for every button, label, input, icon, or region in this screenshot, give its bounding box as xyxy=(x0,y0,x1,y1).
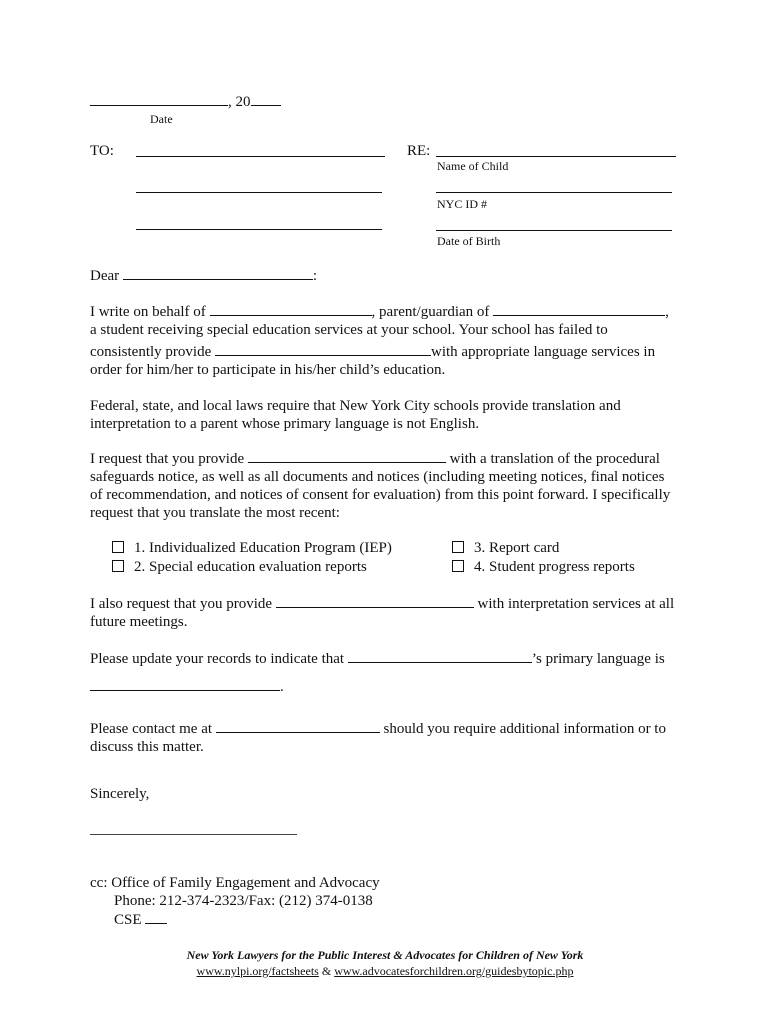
checklist-item-iep[interactable] xyxy=(112,540,392,557)
cc-cse-text: CSE xyxy=(114,912,142,928)
p1-row4: order for him/her to participate in his/her child’s education. xyxy=(90,362,446,378)
p2-row2: interpretation to a parent whose primary language is not English. xyxy=(90,416,480,432)
checkbox-iep[interactable] xyxy=(112,541,124,553)
to-line-1[interactable] xyxy=(136,156,385,157)
p4-text-b: with interpretation services at all xyxy=(477,596,675,612)
p5-text-b: ’s primary language is xyxy=(531,651,665,667)
recipient-blank[interactable] xyxy=(123,267,313,280)
checklist-label: 3. Report card xyxy=(474,540,560,556)
date-blank[interactable] xyxy=(90,93,228,106)
re-name-line[interactable] xyxy=(436,156,676,157)
p2-row1: Federal, state, and local laws require that New York City schools provide translation and xyxy=(90,398,621,414)
to-line-3[interactable] xyxy=(136,229,382,230)
dear-text: Dear xyxy=(90,268,120,284)
language-blank-3[interactable] xyxy=(276,595,474,608)
p1-text-a: I write on behalf of xyxy=(90,304,206,320)
checkbox-progress-reports[interactable] xyxy=(452,560,464,572)
name-of-child-label: Name of Child xyxy=(437,159,509,173)
p1-text-b: , parent/guardian of xyxy=(371,304,490,320)
to-line-2[interactable] xyxy=(136,192,382,193)
p5-period: . xyxy=(280,679,284,695)
primary-language-blank[interactable] xyxy=(90,678,280,691)
footer-title: New York Lawyers for the Public Interest & Advocates for Children of New York xyxy=(186,948,584,962)
p3-text-b: with a translation of the procedural xyxy=(449,451,660,467)
p6-text-a: Please contact me at xyxy=(90,721,213,737)
p3-row3: of recommendation, and notices of consent for evaluation) from this point forward. I specifically xyxy=(90,487,671,503)
nyc-id-label: NYC ID # xyxy=(437,197,487,211)
parent-name-blank-2[interactable] xyxy=(348,650,532,663)
date-line xyxy=(90,93,281,111)
paragraph-contact xyxy=(90,720,690,756)
language-blank-1[interactable] xyxy=(215,343,431,356)
year-blank[interactable] xyxy=(251,93,281,106)
checklist-item-progress-reports[interactable] xyxy=(452,559,635,576)
p4-row2: future meetings. xyxy=(90,614,188,630)
p1-text-c: , xyxy=(665,304,669,320)
checklist-item-evaluation[interactable] xyxy=(112,559,367,576)
contact-blank[interactable] xyxy=(216,720,380,733)
p3-row4: request that you translate the most recent: xyxy=(90,505,340,521)
p3-row2: safeguards notice, as well as all documents and notices (including meeting notices, final notices xyxy=(90,469,665,485)
re-dob-line[interactable] xyxy=(436,230,672,231)
child-name-blank[interactable] xyxy=(493,303,665,316)
p1-row1 xyxy=(90,303,690,321)
p3-row1 xyxy=(90,450,690,468)
p4-text-a: I also request that you provide xyxy=(90,596,273,612)
paragraph-interpretation xyxy=(90,595,690,631)
to-label: TO: xyxy=(90,143,114,159)
p5-text-a: Please update your records to indicate that xyxy=(90,651,345,667)
checkbox-evaluation[interactable] xyxy=(112,560,124,572)
p1-row3 xyxy=(90,343,690,361)
p1-text-d: consistently provide xyxy=(90,344,212,360)
footer-amp: & xyxy=(318,964,335,978)
salutation-colon: : xyxy=(312,268,318,284)
parent-name-blank[interactable] xyxy=(210,303,372,316)
p5-row2 xyxy=(90,678,690,696)
re-nyc-id-line[interactable] xyxy=(436,192,672,193)
cc-line-2: Phone: 212-374-2323/Fax: (212) 374-0138 xyxy=(114,893,373,909)
p1-row2: a student receiving special education services at your school. Your school has failed to xyxy=(90,322,608,338)
date-label: Date xyxy=(150,112,173,126)
p6-row1 xyxy=(90,720,690,738)
checkbox-report-card[interactable] xyxy=(452,541,464,553)
sincerely: Sincerely, xyxy=(90,786,150,802)
p1-text-e: with appropriate language services in xyxy=(430,344,656,360)
re-label: RE: xyxy=(407,143,431,159)
cc-line-3 xyxy=(114,911,167,929)
footer-links xyxy=(0,964,770,979)
date-of-birth-label: Date of Birth xyxy=(437,234,501,248)
p6-row2: discuss this matter. xyxy=(90,739,204,755)
checklist-label: 1. Individualized Education Program (IEP) xyxy=(134,540,392,556)
cse-blank[interactable] xyxy=(145,911,167,924)
afc-link[interactable]: www.advocatesforchildren.org/guidesbytopic.php xyxy=(334,964,574,978)
nylpi-link[interactable]: www.nylpi.org/factsheets xyxy=(196,964,319,978)
checklist-item-report-card[interactable] xyxy=(452,540,559,557)
p6-text-b: should you require additional information or to xyxy=(383,721,666,737)
p5-row1 xyxy=(90,650,690,668)
paragraph-update-records xyxy=(90,650,690,696)
p4-row1 xyxy=(90,595,690,613)
checklist-label: 2. Special education evaluation reports xyxy=(134,559,367,575)
date-year-prefix: , 20 xyxy=(228,94,251,110)
paragraph-behalf xyxy=(90,303,690,379)
salutation xyxy=(90,267,317,285)
p3-text-a: I request that you provide xyxy=(90,451,245,467)
paragraph-laws xyxy=(90,397,690,433)
language-blank-2[interactable] xyxy=(248,450,446,463)
paragraph-translation-request xyxy=(90,450,690,522)
checklist-label: 4. Student progress reports xyxy=(474,559,635,575)
signature-line[interactable] xyxy=(90,834,297,835)
cc-line-1: cc: Office of Family Engagement and Advocacy xyxy=(90,875,380,891)
